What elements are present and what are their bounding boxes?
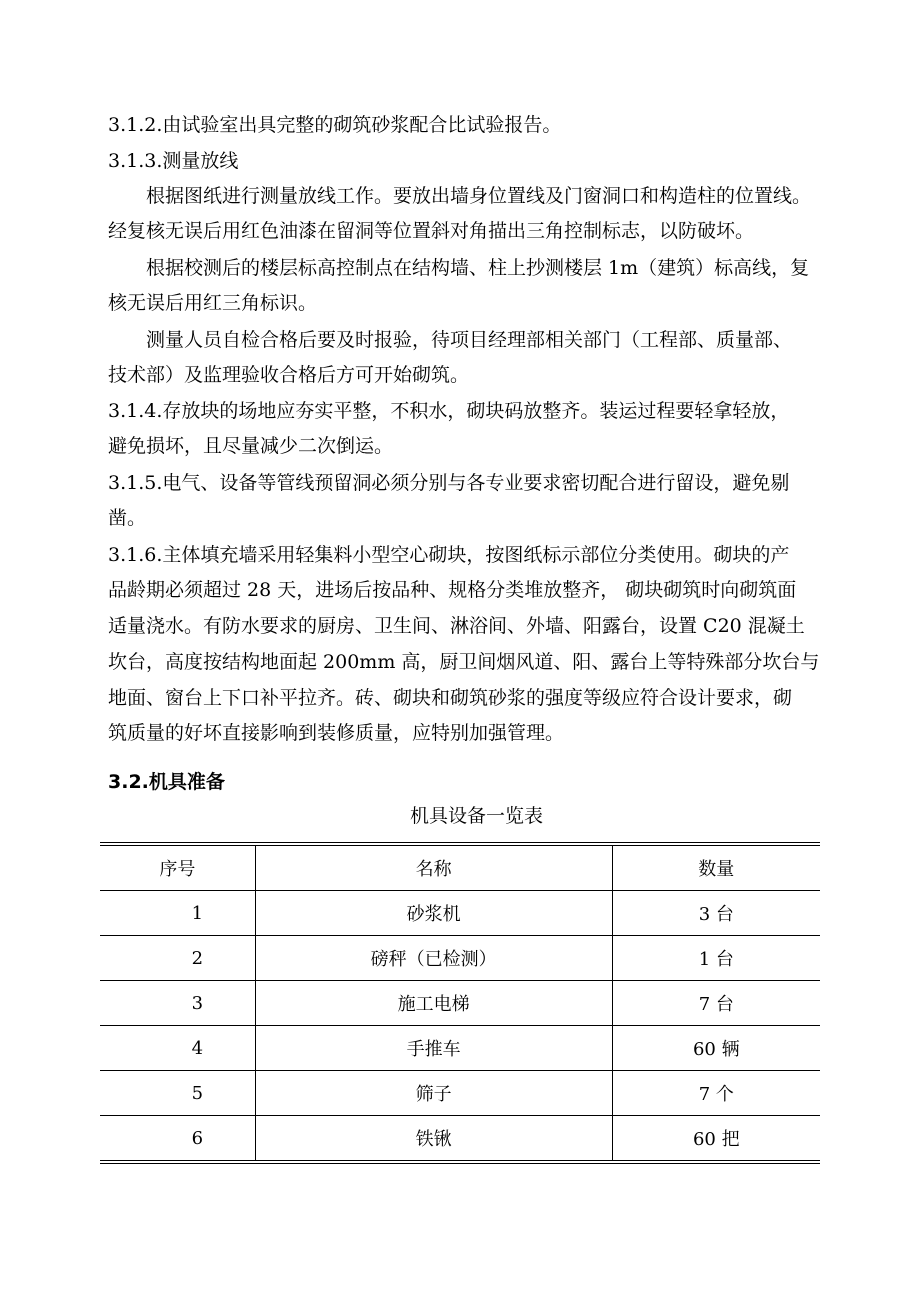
row-quantity: 3 台 <box>612 891 820 936</box>
row-quantity: 7 台 <box>612 981 820 1026</box>
header-name: 名称 <box>255 844 612 891</box>
row-name: 手推车 <box>255 1026 612 1071</box>
row-index: 2 <box>100 936 255 981</box>
paragraph-line: 根据校测后的楼层标高控制点在结构墙、柱上抄测楼层 1m（建筑）标高线，复 <box>146 257 810 279</box>
paragraph-line: 根据图纸进行测量放线工作。要放出墙身位置线及门窗洞口和构造柱的位置线。 <box>146 185 812 207</box>
paragraph-line: 核无误后用红三角标识。 <box>108 292 318 314</box>
row-name: 筛子 <box>255 1071 612 1116</box>
row-index: 5 <box>100 1071 255 1116</box>
table-row <box>100 1116 820 1163</box>
paragraph-line: 筑质量的好坏直接影响到装修质量，应特别加强管理。 <box>108 722 565 744</box>
row-index: 3 <box>100 981 255 1026</box>
paragraph-line: 测量人员自检合格后要及时报验，待项目经理部相关部门（工程部、质量部、 <box>146 329 793 351</box>
row-quantity: 60 辆 <box>612 1026 820 1071</box>
paragraph-line: 品龄期必须超过 28 天，进场后按品种、规格分类堆放整齐， 砌块砌筑时向砌筑面 <box>108 579 797 601</box>
header-index: 序号 <box>100 844 255 891</box>
paragraph-3-1-6: 3.1.6.主体填充墙采用轻集料小型空心砌块，按图纸标示部位分类使用。砌块的产 <box>108 544 790 566</box>
equipment-table <box>100 842 820 1164</box>
paragraph-line: 适量浇水。有防水要求的厨房、卫生间、淋浴间、外墙、阳露台，设置 C20 混凝土 <box>108 615 805 637</box>
row-quantity: 60 把 <box>612 1116 820 1163</box>
table-row <box>100 936 820 981</box>
paragraph-3-1-4: 3.1.4.存放块的场地应夯实平整，不积水，砌块码放整齐。装运过程要轻拿轻放， <box>108 400 790 422</box>
row-name: 磅秤（已检测） <box>255 936 612 981</box>
row-index: 4 <box>100 1026 255 1071</box>
table-caption: 机具设备一览表 <box>410 805 544 827</box>
row-quantity: 7 个 <box>612 1071 820 1116</box>
header-quantity: 数量 <box>612 844 820 891</box>
table-row <box>100 981 820 1026</box>
paragraph-line: 坎台，高度按结构地面起 200mm 高，厨卫间烟风道、阳、露台上等特殊部分坎台与 <box>108 651 820 673</box>
row-name: 施工电梯 <box>255 981 612 1026</box>
row-index: 6 <box>100 1116 255 1163</box>
row-name: 砂浆机 <box>255 891 612 936</box>
paragraph-line: 经复核无误后用红色油漆在留洞等位置斜对角描出三角控制标志，以防破坏。 <box>108 220 755 242</box>
section-heading: 3.2.机具准备 <box>108 771 225 793</box>
paragraph-3-1-2: 3.1.2.由试验室出具完整的砌筑砂浆配合比试验报告。 <box>108 114 562 136</box>
table-row <box>100 891 820 936</box>
heading-3-1-3: 3.1.3.测量放线 <box>108 150 239 172</box>
row-quantity: 1 台 <box>612 936 820 981</box>
row-index: 1 <box>100 891 255 936</box>
table-row <box>100 1071 820 1116</box>
table-header-row <box>100 844 820 891</box>
paragraph-3-1-5: 3.1.5.电气、设备等管线预留洞必须分别与各专业要求密切配合进行留设，避免剔 <box>108 472 790 494</box>
paragraph-line: 地面、窗台上下口补平拉齐。砖、砌块和砌筑砂浆的强度等级应符合设计要求，砌 <box>108 687 793 709</box>
paragraph-line: 技术部）及监理验收合格后方可开始砌筑。 <box>108 364 470 386</box>
table-row <box>100 1026 820 1071</box>
paragraph-line: 凿。 <box>108 507 147 529</box>
paragraph-line: 避免损坏，且尽量减少二次倒运。 <box>108 435 394 457</box>
row-name: 铁锹 <box>255 1116 612 1163</box>
